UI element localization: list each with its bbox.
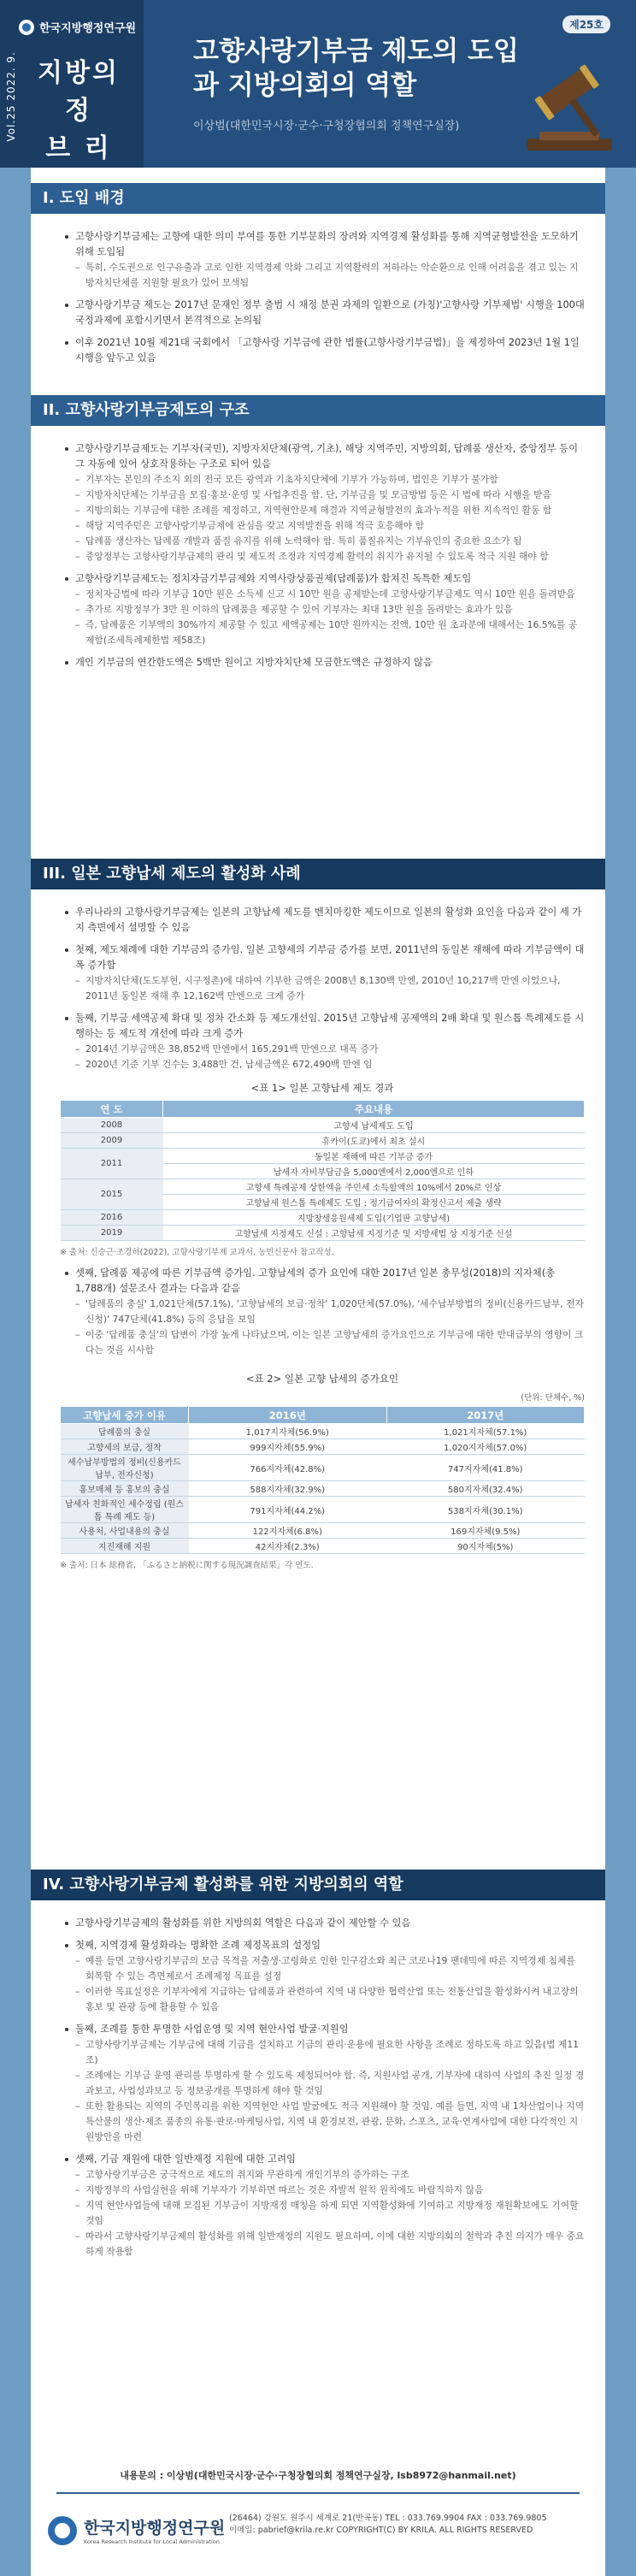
table-row (61, 1226, 585, 1241)
krila-logo-icon (48, 2516, 77, 2545)
section-body (31, 214, 605, 366)
reason-cell: 고향세의 보급, 정착 (61, 1439, 189, 1455)
table-2-unit: (단위: 단체수, %) (521, 1393, 585, 1403)
table-row (61, 1523, 585, 1539)
table-2 (60, 1406, 585, 1554)
sub-item: – 중앙정부는 고향사랑기부금제의 관리 및 제도적 조정과 지역경제 활력의 취지가 유지될 수 있도록 적극 지원 해야 함 (60, 549, 585, 564)
sub-item: – 추가로 지방정부가 3만 원 이하의 답례품을 제공할 수 있어 기부자는 최대 13만 원을 돌려받는 효과가 있음 (60, 602, 585, 617)
sub-item: – 지방자치단체(도도부현, 시구정촌)에 대하여 기부한 금액은 2008년 8,130백 만엔, 2010년 10,217백 만엔 이었으나, 2011년 동일본 재해 후 12,162백 만엔으로 크게 증가 (60, 973, 585, 1004)
year-cell: 2009 (61, 1133, 163, 1149)
footer-divider (56, 2492, 580, 2494)
footer-email: 이메일: pabrief@krila.re.kr COPYRIGHT(C) BY KRILA. ALL RIGHTS RESERVED (229, 2526, 533, 2535)
section-body (31, 889, 605, 1570)
table-row (61, 1149, 585, 1164)
sub-item: – 조례에는 기부금 운영 관리를 투명하게 할 수 있도록 제정되어야 함. 즉, 지원사업 공개, 기부자에 대하여 사업의 추진 일정 경과보고, 사업성과보고 등 정보공개를 투명하게 해야 할 것임 (60, 2068, 585, 2099)
footer-org-name: 한국지방행정연구원 (84, 2519, 226, 2538)
bullet-item: 둘째, 조례를 통한 투명한 사업운영 및 지역 현안사업 발굴·지원임 (60, 2022, 585, 2037)
year-cell: 2008 (61, 1118, 163, 1133)
content-panel (31, 168, 605, 2576)
content-cell: 납세자 자비부담금을 5,000엔에서 2,000엔으로 인하 (163, 1164, 585, 1179)
table-1-note: ※ 출처: 신승근·조경하(2022), 고향사랑기부제 교과서, 농민신문사 참고작성. (60, 1248, 334, 1257)
value-cell: 766지자체(42.8%) (189, 1455, 387, 1481)
value-cell: 1,017지자체(56.9%) (189, 1424, 387, 1439)
sub-item: – 즉, 답례품은 기부액의 30%까지 제공할 수 있고 세액공제는 10만 원까지는 전액, 10만 원 초과분에 대해서는 16.5%를 공제함(조세특례제한법 제58조) (60, 617, 585, 648)
sub-item: – 정치자금법에 따라 기부금 10만 원은 소득세 신고 시 10만 원을 공제받는데 고향사랑기부금제도 역시 10만 원을 돌려받음 (60, 587, 585, 602)
section-4 (31, 1870, 605, 2260)
footer-org-english: Korea Research Institute for Local Administration (84, 2538, 220, 2545)
section-title: I. 도입 배경 (31, 183, 605, 214)
contact-line: 내용문의 : 이상범(대한민국시장·군수·구청장협의회 정책연구실장, lsb8972@hanmail.net) (120, 2470, 516, 2481)
reason-cell: 납세자 친화적인 세수정립 (원스톱 특례 제도 등) (61, 1497, 189, 1523)
brief-title: 지방의정 브 리 (38, 58, 120, 163)
content-cell: 고향세 납세제도 도입 (163, 1118, 585, 1133)
table-1-caption: <표 1> 일본 고향납세 제도 경과 (250, 1082, 394, 1094)
table-row (61, 1439, 585, 1455)
value-cell: 747지자체(41.8%) (386, 1455, 585, 1481)
sub-item: – 특히, 수도권으로 인구유출과 고로 인한 지역경제 악화 그리고 지역활력의 저하라는 악순환으로 인해 어려움을 겪고 있는 지방자치단체를 지원할 필요가 있어 모색됨 (60, 260, 585, 291)
krila-logo-icon (19, 20, 34, 35)
value-cell: 169지자체(9.5%) (386, 1523, 585, 1539)
year-cell: 2016 (61, 1210, 163, 1226)
author-line: 이상범(대한민국시장·군수·구청장협의회 정책연구실장) (193, 120, 460, 133)
sub-item: – 지방자치단체는 기부금을 모집·홍보·운영 및 사업추진을 함. 단, 기부금을 및 모금방법 등은 시 법에 따라 시행을 받음 (60, 487, 585, 503)
bullet-item: 셋째, 답례품 제공에 따른 기부금액 증가임. 고향납세의 증가 요인에 대한 2017년 일본 총무성(2018)의 지자체(총 1,788개) 설문조사 결과는 다음과 같음 (60, 1266, 585, 1297)
table-row (61, 1210, 585, 1226)
table-header-cell: 고향납세 증가 이유 (61, 1407, 189, 1424)
section-body (31, 426, 605, 671)
bullet-item: 고향사랑기부금제도는 정치자금기부금제와 지역사랑상품권제(답례품)가 합쳐진 독특한 제도임 (60, 571, 585, 587)
sub-item: – 2020년 기준 기부 건수는 3,488만 건, 납세금액은 672,490백 만엔 임 (60, 1057, 585, 1072)
section-1 (31, 168, 605, 366)
bullet-item: 첫째, 지역경제 활성화라는 명확한 조례 제정목표의 설정임 (60, 1938, 585, 1953)
content-cell: 고향납세 지정제도 신설 : 고향납세 지정기준 및 지방세법 상 지정기준 신설 (163, 1226, 585, 1241)
value-cell: 791지자체(44.2%) (189, 1497, 387, 1523)
sub-item: – 이중 '답례품 충실'의 답변이 가장 높게 나타났으며, 이는 일본 고향납세의 증가요인으로 기부금에 대한 반대급부의 영향이 크다는 것을 시사함 (60, 1327, 585, 1358)
value-cell: 1,021지자체(57.1%) (386, 1424, 585, 1439)
sub-item: – 지방정부의 사업실현을 위해 기부자가 기부하면 따르는 것은 자발적 원칙 원칙에도 바람직하지 않음 (60, 2183, 585, 2198)
header-org-name: 한국지방행정연구원 (39, 22, 137, 35)
table-row (61, 1455, 585, 1481)
table-1 (60, 1100, 585, 1241)
content-cell: 고향세 특례공제 상한액을 주민세 소득할액의 10%에서 20%로 인상 (163, 1179, 585, 1195)
content-cell: 휴카이(도쿄)에서 최초 실시 (163, 1133, 585, 1149)
table-row (61, 1481, 585, 1497)
section-title: II. 고향사랑기부금제도의 구조 (31, 395, 605, 426)
sub-item: – 고향사랑기부금제는 기부금에 대해 기금을 설치하고 기금의 관리·운용에 필요한 사항을 조례로 정하도록 하고 있음(법 제11조) (60, 2037, 585, 2068)
section-3 (31, 859, 605, 1570)
bullet-item: 고향사랑기부금제도는 기부자(국민), 지방자치단체(광역, 기초), 해당 지역주민, 지방의회, 답례품 생산자, 중앙정부 등이 그 자동에 있어 상호작용하는 구조로 되어 있음 (60, 441, 585, 472)
header-logo (19, 19, 136, 35)
sub-item: – 2014년 기부금액은 38,852백 만엔에서 165,291백 만엔으로 대폭 증가 (60, 1042, 585, 1057)
section-2 (31, 395, 605, 671)
issue-badge: 제25호 (562, 15, 610, 33)
bullet-item: 첫째, 제도채례에 대한 기부금의 증가임. 일본 고향세의 기부금 증가를 보면, 2011년의 동일본 재해에 따라 기부금액이 대폭 증가함 (60, 942, 585, 973)
sub-item: – 고향사랑기부금은 궁극적으로 제도의 취지와 무관하게 개인기부의 증가하는 구조 (60, 2167, 585, 2183)
sub-item: – 지역 현안사업들에 대해 모집된 기부금이 지방재정 매칭을 하게 되면 지역활성화에 기여하고 지방재정 재원확보에도 기여할 것임 (60, 2198, 585, 2229)
value-cell: 1,020지자체(57.0%) (386, 1439, 585, 1455)
value-cell: 580지자체(32.4%) (386, 1481, 585, 1497)
value-cell: 90지자체(5%) (386, 1539, 585, 1554)
reason-cell: 지진재해 지원 (61, 1539, 189, 1554)
table-row (61, 1118, 585, 1133)
table-row (61, 1133, 585, 1149)
table-2-caption: <표 2> 일본 고향 납세의 증가요인 (245, 1373, 399, 1385)
sub-item: – 답례품 생산자는 답례품 개발과 품질 유지를 위해 노력해야 함. 특히 품질유지는 기부유인의 중요한 요소가 됨 (60, 534, 585, 549)
reason-cell: 홍보매체 등 홍보의 충실 (61, 1481, 189, 1497)
main-title: 고향사랑기부금 제도의 도입과 지방의회의 역할 (193, 36, 519, 101)
bullet-item: 우리나라의 고향사랑기부금제는 일본의 고향납세 제도를 벤치마킹한 제도이므로 일본의 활성화 요인을 다음과 같이 세 가지 측면에서 설명할 수 있음 (60, 905, 585, 936)
reason-cell: 사용처, 사업내용의 충실 (61, 1523, 189, 1539)
bullet-item: 개인 기부금의 연간한도액은 5백만 원이고 지방자치단체 모금한도액은 규정하지 않음 (60, 655, 585, 671)
table-row (61, 1539, 585, 1554)
bullet-item: 둘째, 기부금 세액공제 확대 및 정차 간소화 등 제도개선임. 2015년 고향납세 공제액의 2배 확대 및 원스톱 특례제도를 시행하는 등 제도적 개선에 따라 크게 증가 (60, 1011, 585, 1042)
sub-item: – 해당 지역주민은 고향사랑기부금제에 관심을 갖고 지역발전을 위해 적극 호응해야 함 (60, 518, 585, 534)
table-header-cell: 주요내용 (163, 1101, 585, 1118)
year-cell: 2015 (61, 1179, 163, 1210)
reason-cell: 답례품의 충실 (61, 1424, 189, 1439)
value-cell: 42지자체(2.3%) (189, 1539, 387, 1554)
section-body (31, 1900, 605, 2260)
value-cell: 588지자체(32.9%) (189, 1481, 387, 1497)
bullet-item: 고향사랑기부금 제도는 2017년 문재인 정부 출범 시 채정 분권 과제의 일환으로 (가칭)'고향사랑 기부제법' 시행을 100대 국정과제에 포함시키면서 본격적으로 논의됨 (60, 298, 585, 328)
sub-item: – 따라서 고향사랑기부금제의 활성화를 위해 일반재정의 지원도 필요하며, 이에 대한 지방의회의 철학과 추진 의지가 매우 중요하게 작용함 (60, 2229, 585, 2260)
table-row (61, 1179, 585, 1195)
bullet-item: 고향사랑기부금제의 활성화를 위한 지방의회 역할은 다음과 같이 제안할 수 있음 (60, 1916, 585, 1931)
table-2-note: ※ 출처: 日本 総務省, 「ふるさと納税に関する現況調査結果」각 연도. (60, 1561, 314, 1570)
value-cell: 999지자체(55.9%) (189, 1439, 387, 1455)
sub-item: – 또한 활용되는 지역의 주민복리를 위한 지역현안 사업 발굴에도 적극 지원해야 할 것임. 예를 들면, 지역 내 1차산업이나 지역특산물의 생산·제조 품종의 유통·판로·마케팅사업, 지역 내 환경보전, 관광, 문화, 스포츠, 교육·연계사업에 대한 다각적인 지원방안을 마련 (60, 2099, 585, 2145)
table-row (61, 1497, 585, 1523)
volume-label: Vol.25 2022. 9. (5, 51, 17, 142)
bullet-item: 고향사랑기부금제는 고향에 대한 의미 부여를 통한 기부문화의 장려와 지역경제 활성화를 통해 지역균형발전을 도모하기 위해 도입됨 (60, 229, 585, 260)
sub-item: – 예를 들면 고향사랑기부금의 모금 목적을 저출생·고령화로 인한 인구감소와 최근 코로나19 팬데믹에 따른 지역경제 침체를 회복할 수 있는 측면제로서 조례제정 목표를 설정 (60, 1953, 585, 1984)
content-cell: 동일본 재해에 따른 기부금 증가 (163, 1149, 585, 1164)
reason-cell: 세수납부방법의 정비(신용카드납부, 전자신청) (61, 1455, 189, 1481)
table-row (61, 1424, 585, 1439)
sub-item: – 이러한 목표설정은 기부자에게 지급하는 답례품과 관련하여 지역 내 다양한 협력산업 또는 전통산업을 활성화시켜 내고장의 홍보 및 관광 등에 활용할 수 있음 (60, 1984, 585, 2015)
content-cell: 고향납세 원스톱 특례제도 도입 : 정기급여자의 확정신고서 제출 생략 (163, 1195, 585, 1210)
value-cell: 538지자체(30.1%) (386, 1497, 585, 1523)
footer-address: (26464) 강원도 원주시 세계로 21(반곡동) TEL : 033.769.9904 FAX : 033.769.9805 (229, 2514, 547, 2523)
section-title: IV. 고향사랑기부금제 활성화를 위한 지방의회의 역할 (31, 1870, 605, 1900)
header (0, 0, 636, 168)
sub-item: – 지방의회는 기부금에 대한 조례를 제정하고, 지역현안문제 해결과 지역균형발전의 효과누적을 위한 지속적인 활동 함 (60, 503, 585, 518)
sub-item: – 기부자는 본인의 주소지 외의 전국 모든 광역과 기초자치단체에 기부가 가능하며, 법인은 기부가 불가함 (60, 472, 585, 487)
bullet-item: 셋째, 기금 재원에 대한 일반재정 지원에 대한 고려임 (60, 2152, 585, 2167)
sub-item: – '답례품의 충실' 1,021단체(57.1%), '고향납세의 보급·정착' 1,020단체(57.0%), '세수납부방법의 정비(신용카드납부, 전자신청)' 747단체(41.8%) 등의 응답을 보임 (60, 1297, 585, 1327)
section-title: III. 일본 고향납세 제도의 활성화 사례 (31, 859, 605, 889)
content-cell: 지방창생응원세제 도입(기업판 고향납세) (163, 1210, 585, 1226)
footer-text (229, 2513, 547, 2537)
footer-logo (48, 2515, 225, 2545)
year-cell: 2011 (61, 1149, 163, 1179)
year-cell: 2019 (61, 1226, 163, 1241)
table-header-cell: 연 도 (61, 1101, 163, 1118)
table-header-cell: 2017년 (386, 1407, 585, 1424)
gavel-icon (518, 62, 621, 156)
bullet-item: 이후 2021년 10월 제21대 국회에서 「고향사랑 기부금에 관한 법률(고향사랑기부금법)」을 제정하여 2023년 1월 1일 시행을 앞두고 있음 (60, 335, 585, 366)
table-header-cell: 2016년 (189, 1407, 387, 1424)
value-cell: 122지자체(6.8%) (189, 1523, 387, 1539)
